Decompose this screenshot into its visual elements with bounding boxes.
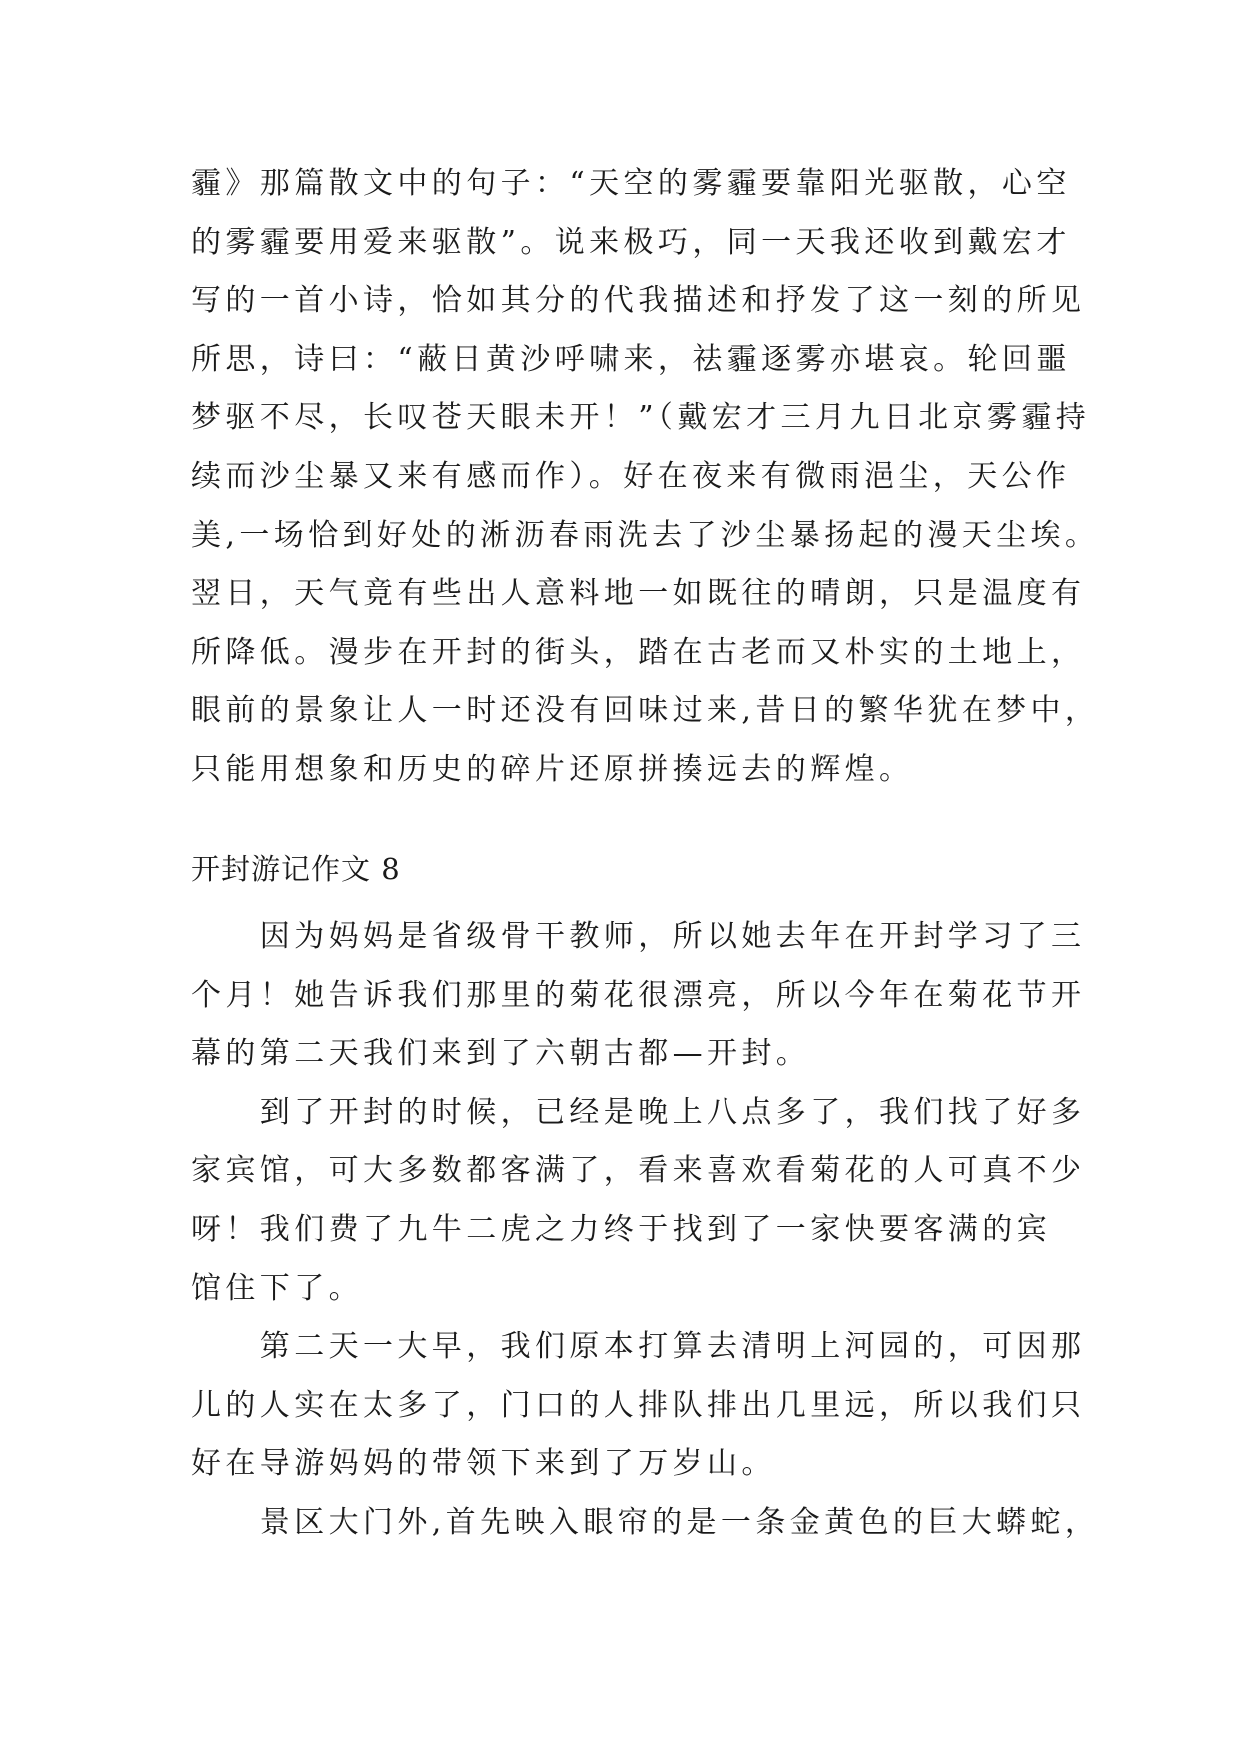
text-line: 景区大门外,首先映入眼帘的是一条金黄色的巨大蟒蛇， <box>191 1504 1100 1540</box>
text-line: 好在导游妈妈的带领下来到了万岁山。 <box>191 1446 776 1482</box>
text-line: 美,一场恰到好处的淅沥春雨洗去了沙尘暴扬起的漫天尘埃。 <box>191 517 1100 553</box>
text-line: 因为妈妈是省级骨干教师，所以她去年在开封学习了三 <box>191 919 1086 954</box>
text-line: 眼前的景象让人一时还没有回味过来,昔日的繁华犹在梦中， <box>191 693 1100 729</box>
paragraph <box>191 1494 1100 1553</box>
text-line: 第二天一大早，我们原本打算去清明上河园的，可因那 <box>191 1329 1086 1365</box>
essay-title: 开封游记作文 8 <box>191 852 401 886</box>
paragraph <box>191 1084 1091 1318</box>
text-line: 的雾霾要用爱来驱散”。说来极巧，同一天我还收到戴宏才 <box>191 224 1071 260</box>
text-line: 呀！我们费了九牛二虎之力终于找到了一家快要客满的宾 <box>191 1211 1051 1247</box>
text-line: 家宾馆，可大多数都客满了，看来喜欢看菊花的人可真不少 <box>191 1153 1086 1189</box>
previous-essay-continuation <box>191 155 1100 800</box>
text-line: 馆住下了。 <box>191 1270 363 1306</box>
text-line: 只能用想象和历史的碎片还原拼揍远去的辉煌。 <box>191 751 914 787</box>
text-line: 写的一首小诗，恰如其分的代我描述和抒发了这一刻的所见 <box>191 283 1086 319</box>
text-line: 幕的第二天我们来到了六朝古都—开封。 <box>191 1036 811 1072</box>
paragraph <box>191 1318 1091 1494</box>
text-line: 霾》那篇散文中的句子：“天空的雾霾要靠阳光驱散，心空 <box>191 166 1071 201</box>
text-line: 儿的人实在太多了，门口的人排队排出几里远，所以我们只 <box>191 1387 1086 1423</box>
paragraph <box>191 908 1091 1084</box>
text-line: 到了开封的时候，已经是晚上八点多了，我们找了好多 <box>191 1094 1086 1130</box>
text-line: 梦驱不尽，长叹苍天眼未开！”（戴宏才三月九日北京雾霾持 <box>191 400 1091 436</box>
text-line: 所降低。漫步在开封的街头，踏在古老而又朴实的土地上， <box>191 634 1086 670</box>
text-line: 所思，诗曰：“蔽日黄沙呼啸来，祛霾逐雾亦堪哀。轮回噩 <box>191 341 1071 377</box>
text-line: 翌日，天气竟有些出人意料地一如既往的晴朗，只是温度有 <box>191 576 1086 612</box>
essay-body <box>191 908 1100 1553</box>
text-line: 续而沙尘暴又来有感而作）。好在夜来有微雨浥尘，天公作 <box>191 458 1071 494</box>
text-line: 个月！她告诉我们那里的菊花很漂亮，所以今年在菊花节开 <box>191 977 1086 1013</box>
